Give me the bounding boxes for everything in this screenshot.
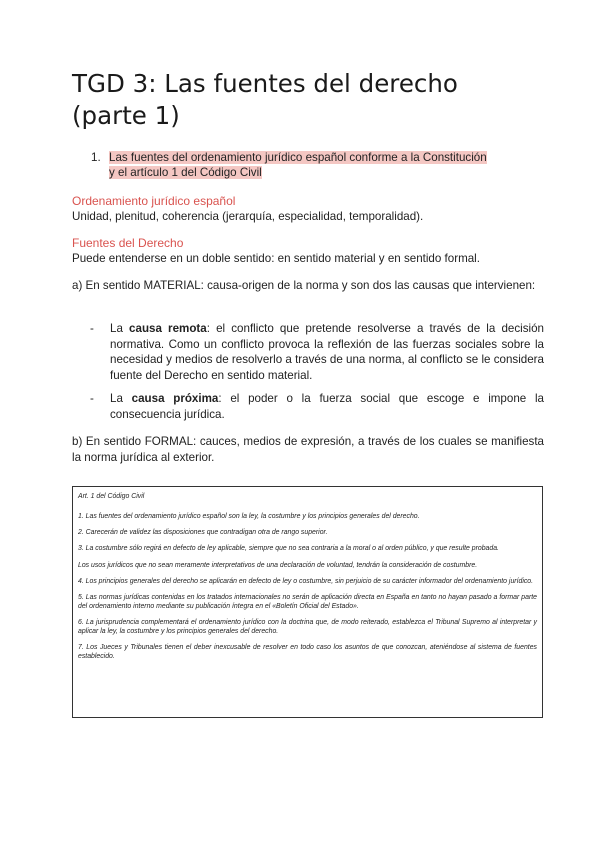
highlighted-heading-line-1: Las fuentes del ordenamiento jurídico español conforme a la Constitución	[109, 151, 487, 164]
ordenamiento-text: Unidad, plenitud, coherencia (jerarquía, especialidad, temporalidad).	[72, 210, 424, 223]
box-item: Los usos jurídicos que no sean meramente interpretativos de una declaración de voluntad, tendrán la consideración de costumbre.	[78, 561, 478, 569]
bullet-dash: -	[90, 322, 94, 335]
box-item: 7. Los Jueces y Tribunales tienen el deber inexcusable de resolver en todo caso los asuntos de que conozcan, ateniéndose al sistema de fuentes establecido.	[78, 644, 537, 661]
bullet-causa-remota	[90, 321, 544, 383]
bullet-text-pre: La	[110, 392, 132, 405]
bullet-causa-proxima	[90, 391, 544, 422]
page-title	[72, 68, 542, 132]
section-fuentes	[72, 236, 544, 266]
fuentes-text: Puede entenderse en un doble sentido: en sentido material y en sentido formal.	[72, 252, 480, 265]
bullet-term: causa remota	[129, 322, 207, 335]
subheading-fuentes: Fuentes del Derecho	[72, 236, 184, 250]
bullet-text-post: : el poder o la fuerza social que escoge e impone la consecuencia jurídica.	[110, 392, 544, 421]
numbered-heading-1	[91, 150, 541, 180]
box-item: 1. Las fuentes del ordenamiento jurídico español son la ley, la costumbre y los principios generales del derecho.	[78, 513, 420, 520]
highlighted-heading-line-2: y el artículo 1 del Código Civil	[109, 166, 262, 179]
page-title-line-2: (parte 1)	[72, 101, 180, 130]
box-item: 6. La jurisprudencia complementará el ordenamiento jurídico con la doctrina que, de modo reiterado, establezca el Tribunal Supremo al interpretar y aplicar la ley, la costumbre y los principios generales del derecho.	[78, 619, 537, 636]
bullet-text-pre: La	[110, 322, 130, 335]
box-item: 4. Los principios generales del derecho se aplicarán en defecto de ley o costumbre, sin perjuicio de su carácter informador del ordenamiento jurídico.	[78, 577, 534, 585]
codigo-civil-box	[72, 486, 543, 718]
paragraph-material: a) En sentido MATERIAL: causa-origen de la norma y son dos las causas que intervienen:	[72, 279, 536, 292]
box-item: 5. Las normas jurídicas contenidas en los tratados internacionales no serán de aplicación directa en España en tanto no hayan pasado a formar parte del ordenamiento interno mediante su publicación íntegra en el «Boletín Oficial del Estado».	[78, 593, 537, 610]
page-title-line-1: TGD 3: Las fuentes del derecho	[72, 69, 458, 98]
section-ordenamiento	[72, 194, 544, 224]
box-item: 2. Carecerán de validez las disposiciones que contradigan otra de rango superior.	[78, 529, 328, 537]
paragraph-formal: b) En sentido FORMAL: cauces, medios de expresión, a través de los cuales se manifiesta la norma jurídica al exterior.	[72, 435, 544, 464]
box-item: 3. La costumbre sólo regirá en defecto de ley aplicable, siempre que no sea contraria a la moral o al orden público, y que resulte probada.	[78, 545, 499, 553]
bullet-dash: -	[90, 392, 94, 405]
bullet-term: causa próxima	[131, 392, 219, 405]
list-number: 1.	[91, 151, 101, 164]
bullet-text-post: : el conflicto que pretende resolverse a través de la decisión normativa. Como un conflicto provoca la reflexión de las fuerzas sociales sobre la necesidad y medios de resolverlo a través de una norma, al conflicto se le considera fuente del Derecho en sentido material.	[110, 322, 544, 382]
box-title: Art. 1 del Código Civil	[78, 493, 145, 500]
subheading-ordenamiento: Ordenamiento jurídico español	[72, 194, 236, 208]
